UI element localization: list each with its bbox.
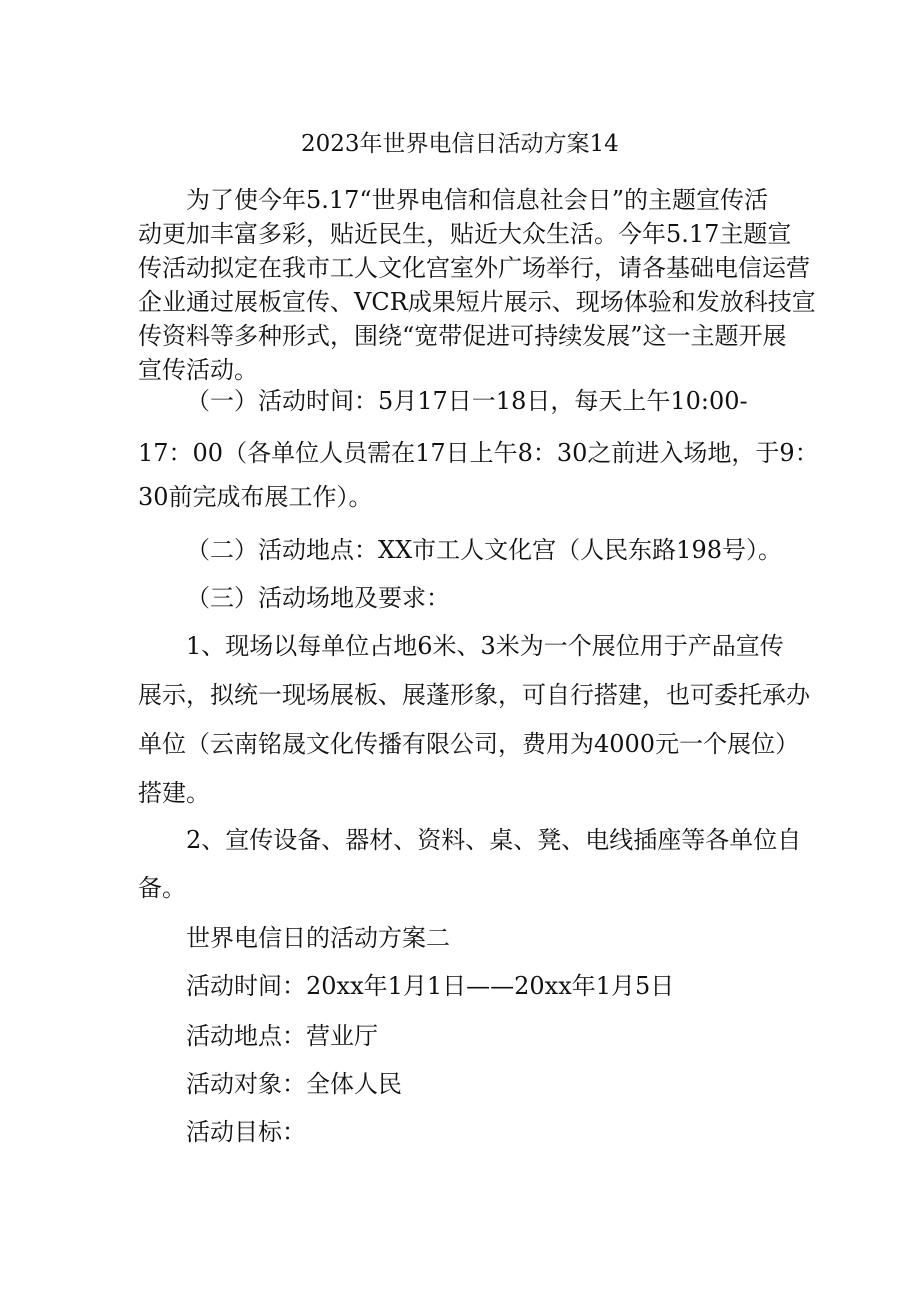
plan-two-goal: 活动目标：: [186, 1118, 306, 1146]
plan-two-heading: 世界电信日的活动方案二: [186, 924, 450, 952]
time-line-1: （一）活动时间：5月17日一18日，每天上午10:00-: [186, 387, 748, 415]
plan-two-place: 活动地点：营业厅: [186, 1022, 378, 1050]
requirement-2-line-1: 2、宣传设备、器材、资料、桌、凳、电线插座等各单位自: [186, 826, 802, 854]
time-line-3: 30前完成布展工作）。: [138, 483, 373, 511]
requirement-1-line-3: 单位（云南铭晟文化传播有限公司，费用为4000元一个展位）: [138, 730, 800, 758]
requirement-1-line-2: 展示，拟统一现场展板、展蓬形象，可自行搭建，也可委托承办: [138, 681, 810, 709]
intro-line-5: 传资料等多种形式，围绕“宽带促进可持续发展”这一主题开展: [138, 322, 787, 350]
document-title: 2023年世界电信日活动方案14: [301, 131, 619, 157]
requirement-1-line-4: 搭建。: [138, 779, 210, 807]
time-line-2: 17：00（各单位人员需在17日上午8：30之前进入场地，于9：: [138, 439, 819, 467]
venue-heading: （三）活动场地及要求：: [186, 584, 450, 612]
intro-line-2: 动更加丰富多彩，贴近民生，贴近大众生活。今年5.17主题宣: [138, 220, 792, 248]
plan-two-audience: 活动对象：全体人民: [186, 1070, 402, 1098]
location-line: （二）活动地点：XX市工人文化宫（人民东路198号）。: [186, 536, 782, 564]
requirement-2-line-2: 备。: [138, 874, 186, 902]
requirement-1-line-1: 1、现场以每单位占地6米、3米为一个展位用于产品宣传: [186, 632, 784, 660]
plan-two-time: 活动时间：20xx年1月1日——20xx年1月5日: [186, 972, 675, 1000]
intro-line-4: 企业通过展板宣传、VCR成果短片展示、现场体验和发放科技宣: [138, 288, 816, 316]
intro-line-1: 为了使今年5.17“世界电信和信息社会日”的主题宣传活: [186, 186, 768, 214]
intro-line-3: 传活动拟定在我市工人文化宫室外广场举行，请各基础电信运营: [138, 254, 810, 282]
intro-line-6: 宣传活动。: [138, 356, 258, 384]
